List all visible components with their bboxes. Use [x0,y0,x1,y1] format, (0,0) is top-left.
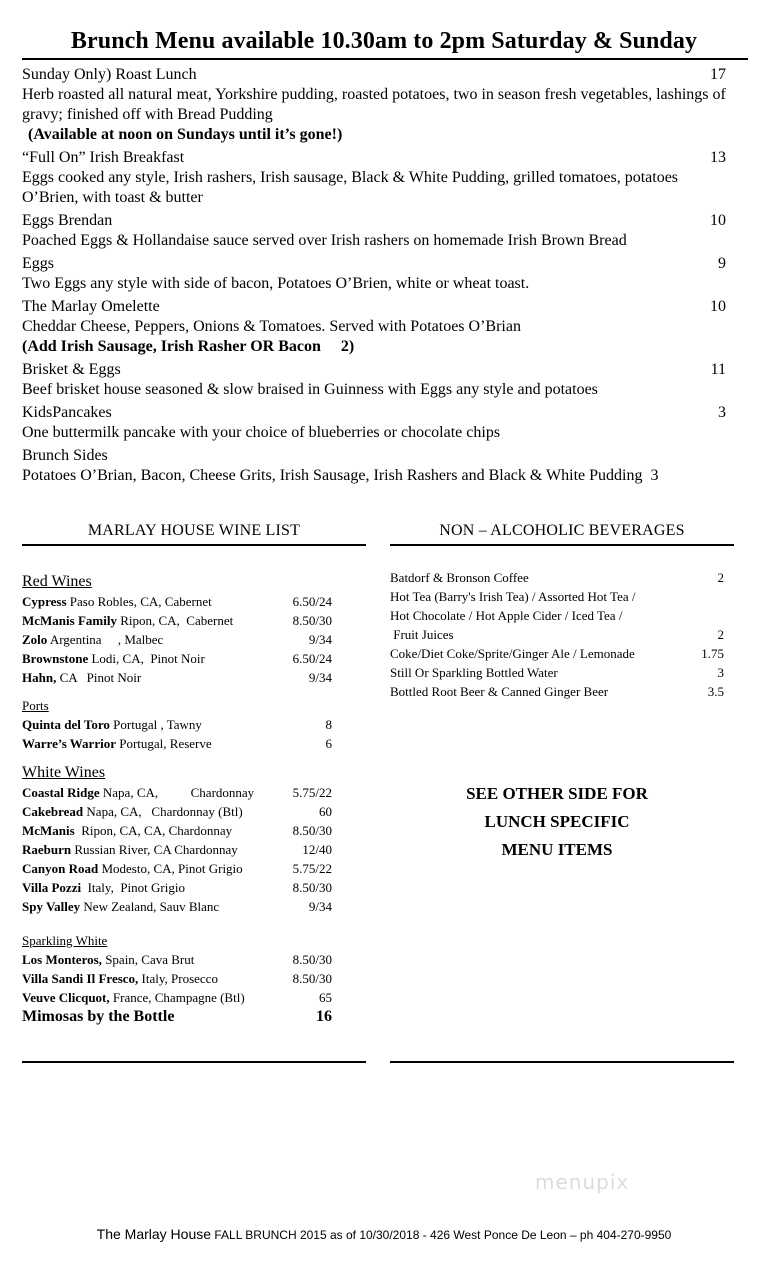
section-heading: Red Wines [22,573,92,590]
item-description: Eggs cooked any style, Irish rashers, Irish sausage, Black & White Pudding, grilled tomatoes, potatoes O’Brien, with toast & butter [22,169,679,206]
menu-item-kids-pancakes [22,402,732,443]
item-price: 10 [710,298,726,315]
item-description: One buttermilk pancake with your choice of blueberries or chocolate chips [22,424,501,441]
wine-name: Los Monteros, [22,952,102,967]
note-price: 2) [340,338,355,355]
wine-name: Zolo [22,632,48,647]
beverage-name: Bottled Root Beer & Canned Ginger Beer [390,684,609,699]
page-title: Brunch Menu available 10.30am to 2pm Saturday & Sunday [70,28,698,54]
wine-row [22,897,332,916]
wine-name: Brownstone [22,651,89,666]
note-text: (Add Irish Sausage, Irish Rasher OR Bacon [22,338,321,355]
wine-name: Raeburn [22,842,72,857]
item-price: 13 [710,149,726,166]
beverage-row [390,625,724,644]
wine-label [22,630,163,649]
menu-item-marlay-omelette [22,296,732,357]
wine-detail: Napa, CA, Chardonnay [99,785,255,800]
note-line: MENU ITEMS [501,840,613,859]
sparkling-section [22,932,332,1027]
wine-detail: Portugal, Reserve [115,736,212,751]
footer [0,1226,768,1242]
item-name: KidsPancakes [22,404,112,421]
item-price: 17 [710,66,726,83]
wine-label [22,821,232,840]
wine-label [22,950,194,969]
wine-label [22,878,185,897]
wine-price: 6 [325,736,332,751]
wine-row [22,988,332,1007]
wine-label [22,649,205,668]
wine-detail: Lodi, CA, Pinot Noir [88,651,205,666]
menu-item-brisket-eggs [22,359,732,400]
wine-label [22,734,212,753]
wine-detail: New Zealand, Sauv Blanc [80,899,220,914]
item-name: Eggs Brendan [22,212,113,229]
wine-price: 8.50/30 [292,823,332,838]
beverages-top-rule [390,544,734,546]
wine-label [22,783,254,802]
item-price: 3 [650,467,659,484]
item-description: Two Eggs any style with side of bacon, Potatoes O’Brien, white or wheat toast. [22,275,530,292]
beverages-title: NON – ALCOHOLIC BEVERAGES [439,522,685,539]
wine-label [22,969,218,988]
wine-name: Hahn, [22,670,57,685]
wine-detail: Italy, Prosecco [138,971,218,986]
item-price: 9 [718,255,726,272]
beverage-price: 2 [717,570,724,585]
wine-name: Warre’s Warrior [22,736,116,751]
wine-label [22,715,202,734]
item-note: (Available at noon on Sundays until it’s gone!) [28,126,343,143]
wine-list-top-rule [22,544,366,546]
wine-row [22,878,332,897]
section-heading: Ports [22,698,49,713]
ports-section [22,697,332,753]
wine-row [22,715,332,734]
wine-name: Canyon Road [22,861,99,876]
menu-item-eggs [22,253,732,294]
wine-price: 8.50/30 [292,880,332,895]
wine-row [22,783,332,802]
wine-price: 9/34 [308,670,332,685]
menu-item-irish-breakfast [22,147,732,208]
item-price: 11 [710,361,726,378]
wine-row [22,630,332,649]
wine-price: 12/40 [302,842,332,857]
wine-label [22,859,243,878]
beverage-row [390,606,724,625]
item-description: Cheddar Cheese, Peppers, Onions & Tomatoes. Served with Potatoes O’Brian [22,318,521,335]
item-name: Sunday Only) Roast Lunch [22,66,197,83]
item-name: Brisket & Eggs [22,361,121,378]
wine-detail: Spain, Cava Brut [101,952,195,967]
beverage-price: 2 [717,627,724,642]
wine-name: Cypress [22,594,67,609]
item-description: Poached Eggs & Hollandaise sauce served over Irish rashers on homemade Irish Brown Bread [22,232,627,249]
wine-name: Spy Valley [22,899,81,914]
beverage-row [390,568,724,587]
item-name: The Marlay Omelette [22,298,160,315]
wine-label [22,668,141,687]
wine-detail: Napa, CA, Chardonnay (Btl) [83,804,243,819]
beverage-row [390,644,724,663]
wine-detail: Ripon, CA, Cabernet [116,613,234,628]
beverage-price: 1.75 [701,646,724,661]
wine-label [22,988,245,1007]
wine-price: 65 [319,990,332,1005]
item-name: “Full On” Irish Breakfast [22,149,185,166]
beverages-bottom-rule [390,1061,734,1063]
footer-details: FALL BRUNCH 2015 as of 10/30/2018 - 426 West Ponce De Leon – ph 404-270-9950 [211,1228,672,1242]
wine-detail: France, Champagne (Btl) [109,990,245,1005]
note-line: LUNCH SPECIFIC [484,812,630,831]
wine-detail: Portugal , Tawny [109,717,202,732]
wine-detail: Argentina , Malbec [47,632,164,647]
white-wines-section [22,763,332,916]
see-other-side-note [390,780,724,864]
red-wines-section [22,572,332,687]
beverage-name: Coke/Diet Coke/Sprite/Ginger Ale / Lemonade [390,646,635,661]
beverage-row [390,663,724,682]
item-name: Brunch Sides [22,447,108,464]
beverage-row [390,587,724,606]
brunch-menu [22,62,732,486]
wine-label [22,840,238,859]
wine-row [22,950,332,969]
beverage-price: 3 [717,665,724,680]
beverage-price: 3.5 [707,684,724,699]
beverage-row [390,682,724,701]
wine-row [22,802,332,821]
wine-name: Veuve Clicquot, [22,990,110,1005]
wine-row [22,592,332,611]
section-heading: Sparkling White [22,933,108,948]
wine-price: 5.75/22 [292,861,332,876]
wine-price: 8.50/30 [292,971,332,986]
beverage-name: Still Or Sparkling Bottled Water [390,665,558,680]
wine-row [22,859,332,878]
wine-price: 16 [316,1008,332,1025]
wine-name: Villa Sandi Il Fresco, [22,971,139,986]
wine-name: Quinta del Toro [22,717,110,732]
item-name: Eggs [22,255,54,272]
item-description: Beef brisket house seasoned & slow braised in Guinness with Eggs any style and potatoes [22,381,598,398]
sides-text: Potatoes O’Brian, Bacon, Cheese Grits, Irish Sausage, Irish Rashers and Black & White Pudding [22,467,643,484]
wine-price: 5.75/22 [292,785,332,800]
wine-detail: Paso Robles, CA, Cabernet [66,594,212,609]
wine-detail: CA Pinot Noir [56,670,142,685]
wine-price: 8.50/30 [292,952,332,967]
item-note [22,337,732,357]
wine-label [22,897,219,916]
beverage-list [390,568,724,701]
beverage-name: Batdorf & Bronson Coffee [390,570,529,585]
wine-price: 9/34 [308,632,332,647]
wine-name: McManis [22,823,75,838]
item-description [22,466,732,486]
wine-price: 6.50/24 [292,594,332,609]
wine-price: 60 [319,804,332,819]
wine-name: Villa Pozzi [22,880,82,895]
mimosa-row [22,1007,332,1027]
wine-detail: Russian River, CA Chardonnay [71,842,238,857]
wine-row [22,649,332,668]
wine-list-title: MARLAY HOUSE WINE LIST [87,522,301,539]
wine-row [22,840,332,859]
wine-detail: Ripon, CA, CA, Chardonnay [74,823,233,838]
wine-name: Mimosas by the Bottle [22,1008,175,1025]
beverage-name: Hot Tea (Barry's Irish Tea) / Assorted Hot Tea / [390,589,636,604]
menu-item-roast-lunch [22,64,732,145]
wine-row [22,734,332,753]
wine-name: McManis Family [22,613,117,628]
item-price: 10 [710,212,726,229]
wine-detail: Italy, Pinot Grigio [81,880,185,895]
beverage-name: Hot Chocolate / Hot Apple Cider / Iced Tea / [390,608,623,623]
section-heading: White Wines [22,764,106,781]
title-divider [22,58,748,60]
wine-label [22,611,233,630]
wine-price: 8.50/30 [292,613,332,628]
wine-row [22,969,332,988]
wine-price: 8 [325,717,332,732]
note-line: SEE OTHER SIDE FOR [466,784,648,803]
wine-detail: Modesto, CA, Pinot Grigio [98,861,243,876]
item-description: Herb roasted all natural meat, Yorkshire pudding, roasted potatoes, two in season fresh vegetables, lashings of gravy; finished off with Bread Pudding [22,86,726,123]
beverage-name: Fruit Juices [390,627,454,642]
wine-name: Cakebread [22,804,84,819]
menupix-watermark: menupix [535,1170,630,1194]
wine-list [22,572,332,1037]
menu-item-brunch-sides [22,445,732,486]
restaurant-name: The Marlay House [96,1226,212,1242]
wine-price: 6.50/24 [292,651,332,666]
wine-row [22,821,332,840]
wine-label [22,802,243,821]
wine-label [22,592,212,611]
item-price: 3 [718,404,726,421]
wine-price: 9/34 [308,899,332,914]
menu-item-eggs-brendan [22,210,732,251]
wine-name: Coastal Ridge [22,785,100,800]
wine-row [22,611,332,630]
wine-row [22,668,332,687]
wine-list-bottom-rule [22,1061,366,1063]
